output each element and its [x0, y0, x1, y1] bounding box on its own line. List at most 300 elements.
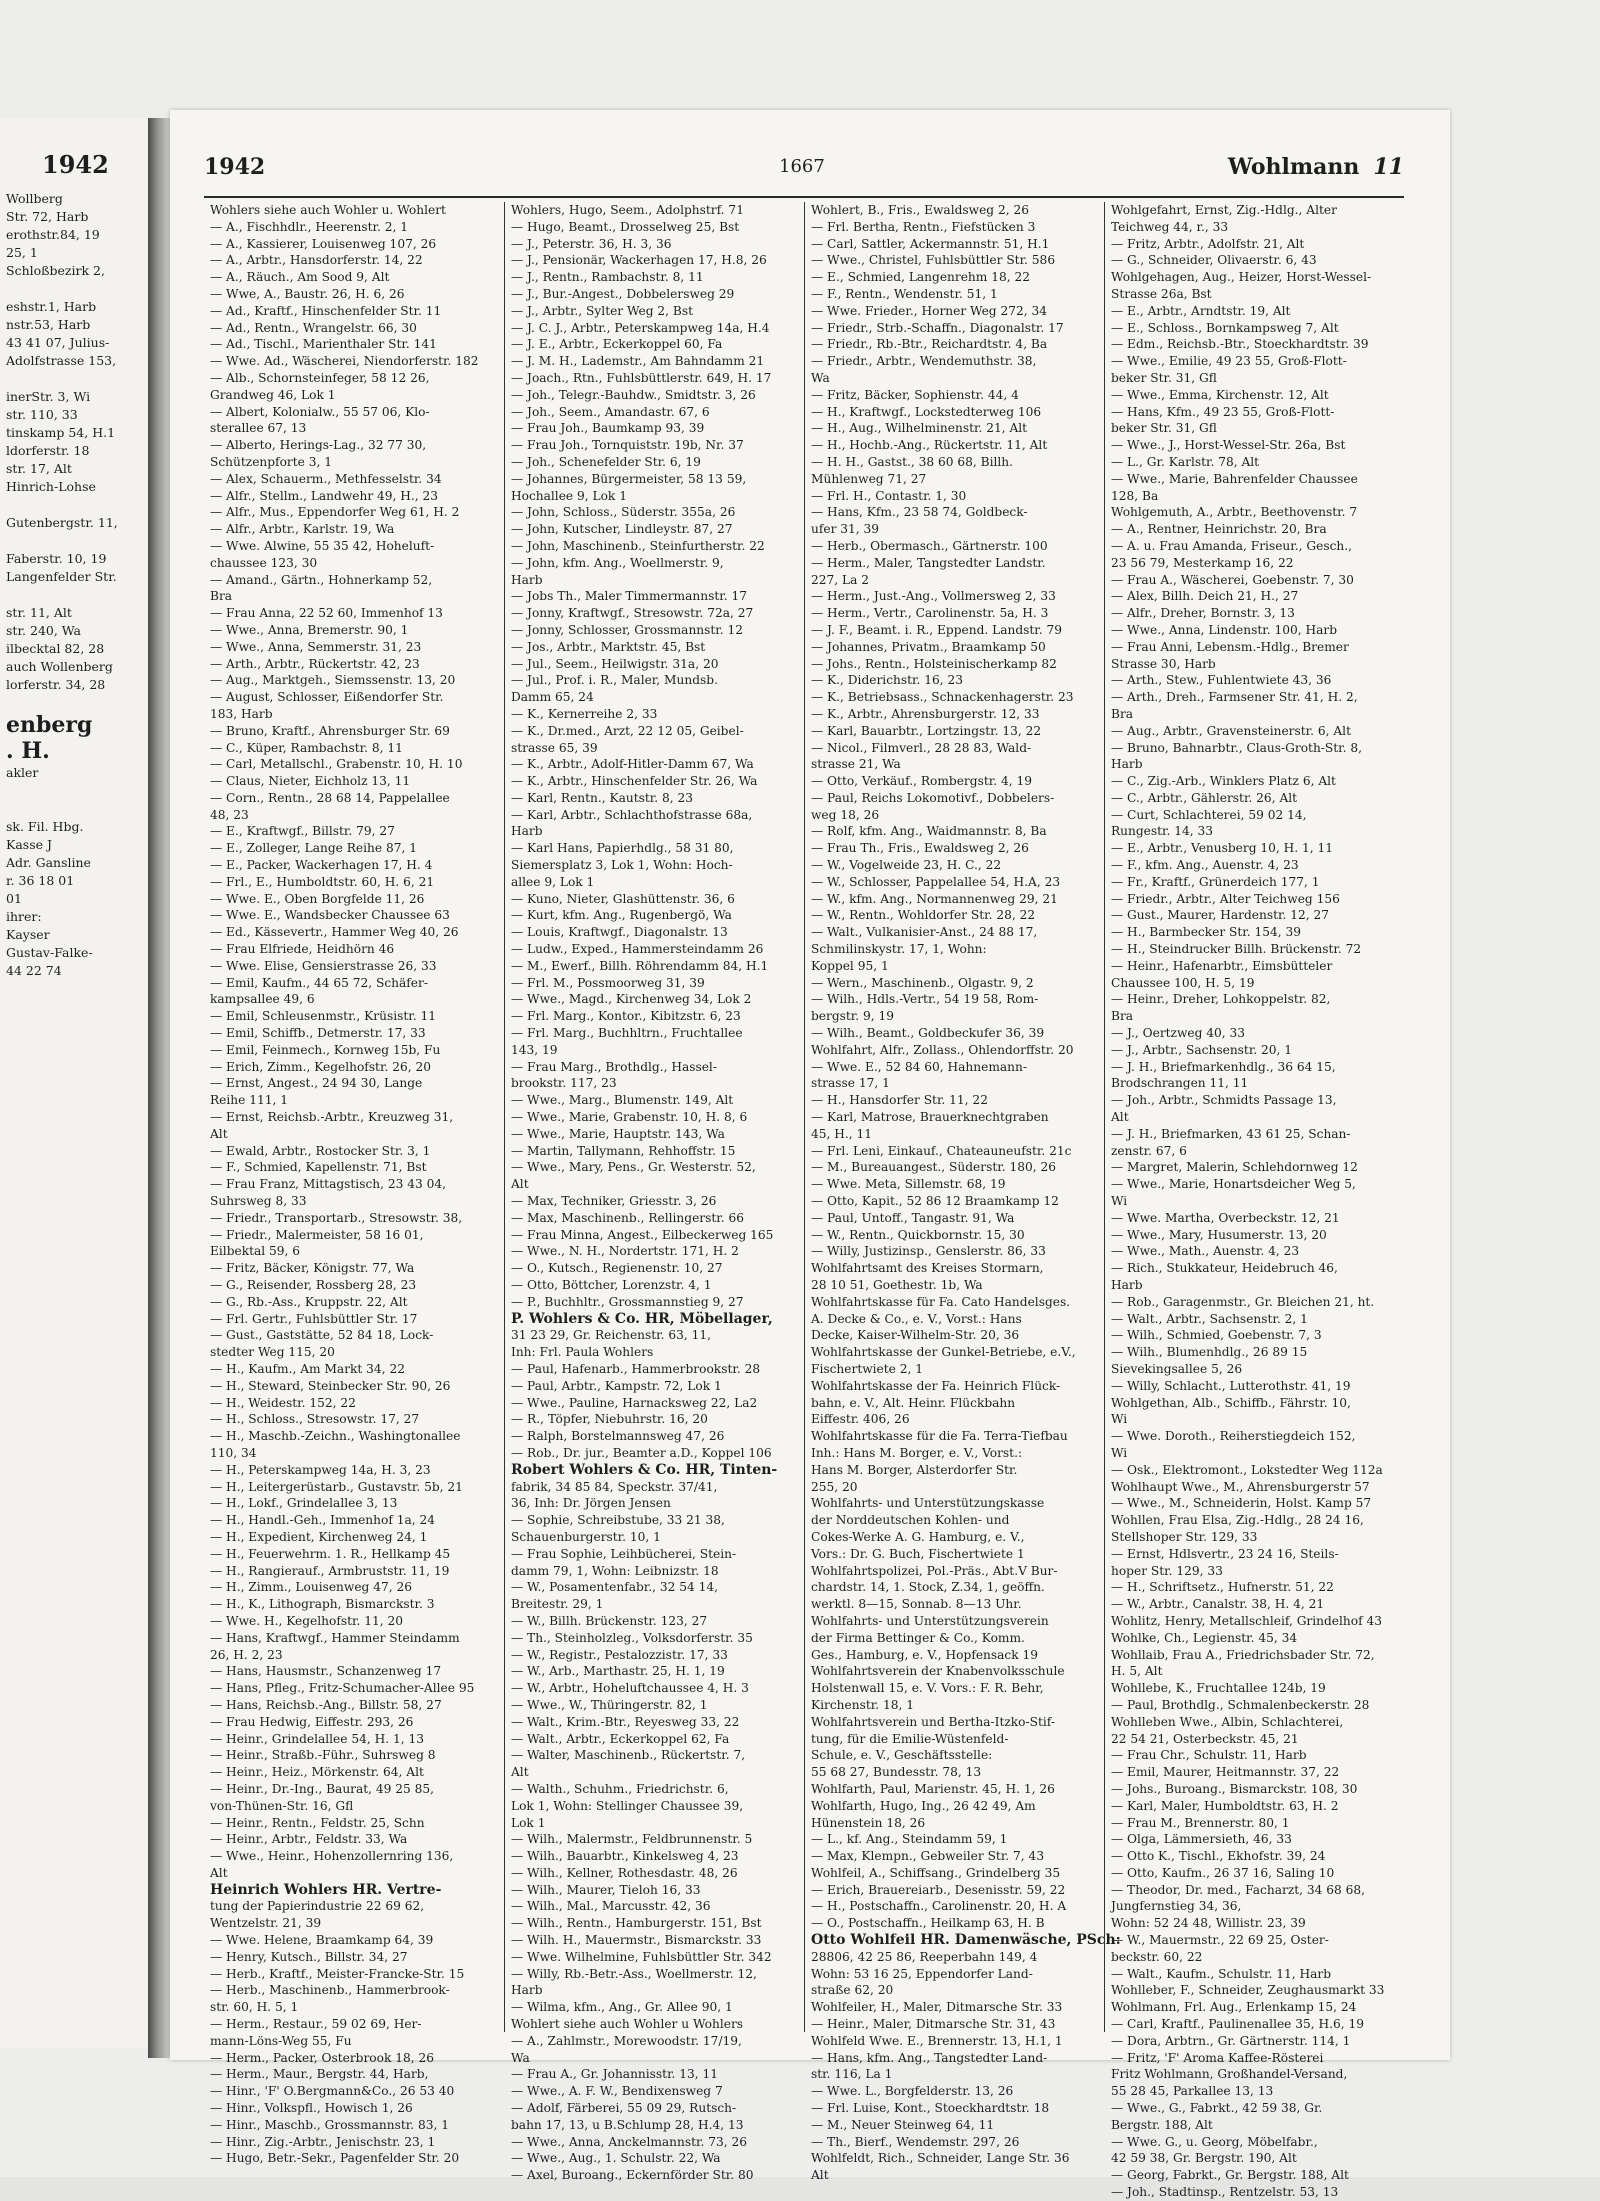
directory-entry: — Wwe., Anna, Bremerstr. 90, 1: [210, 622, 409, 637]
previous-page-line: Gustav-Falke-: [6, 945, 93, 960]
directory-entry: — H., Schloss., Stresowstr. 17, 27: [210, 1412, 420, 1427]
directory-entry: — Fritz, Arbtr., Adolfstr. 21, Alt: [1111, 236, 1305, 251]
directory-entry: — Joh., Schenefelder Str. 6, 19: [511, 454, 701, 469]
directory-entry: — Wilh., Beamt., Goldbeckufer 36, 39: [811, 1026, 1045, 1041]
directory-entry: — Hans, Kfm., 49 23 55, Groß-Flott-: [1111, 404, 1335, 419]
directory-entry: — Wwe, A., Baustr. 26, H. 6, 26: [210, 286, 405, 301]
directory-entry: — Wwe., Anna, Semmerstr. 31, 23: [210, 639, 422, 654]
directory-entry: — H., Hochb.-Ang., Rückertstr. 11, Alt: [811, 438, 1048, 453]
directory-entry: — J., Arbtr., Sylter Weg 2, Bst: [511, 303, 694, 318]
previous-page-line: [6, 496, 118, 514]
previous-page-line: str. 11, Alt: [6, 605, 72, 620]
directory-entry: — Wwe., Marie, Honartsdeicher Weg 5,: [1111, 1177, 1356, 1192]
directory-entry: — Paul, Arbtr., Kampstr. 72, Lok 1: [511, 1378, 722, 1393]
directory-entry: — H., Expedient, Kirchenweg 24, 1: [210, 1529, 428, 1544]
directory-entry: — H., Zimm., Louisenweg 47, 26: [210, 1580, 412, 1595]
directory-entry: — Jul., Prof. i. R., Maler, Mundsb.: [511, 673, 718, 688]
previous-page-line: Langenfelder Str.: [6, 569, 117, 584]
directory-entry: — Hugo, Betr.-Sekr., Pagenfelder Str. 20: [210, 2151, 460, 2166]
previous-page-line: ilbecktal 82, 28: [6, 641, 105, 656]
directory-entry: — Wwe., Mary, Pens., Gr. Westerstr. 52,: [511, 1160, 756, 1175]
directory-entry: — K., Kernerreihe 2, 33: [511, 706, 658, 721]
directory-entry: — H., K., Lithograph, Bismarckstr. 3: [210, 1597, 435, 1612]
directory-entry: — Wern., Maschinenb., Olgastr. 9, 2: [811, 975, 1034, 990]
previous-page-line: str. 110, 33: [6, 407, 78, 422]
directory-entry: — C., Küper, Rambachstr. 8, 11: [210, 740, 403, 755]
column-3: [804, 202, 1121, 2183]
directory-entry: Wohlfahrtskasse für Fa. Cato Handelsges.: [811, 1294, 1071, 1309]
directory-entry: strasse 17, 1: [811, 1076, 890, 1091]
directory-entry: — Herm., Vertr., Carolinenstr. 5a, H. 3: [811, 606, 1049, 621]
directory-entry: — H. H., Gastst., 38 60 68, Billh.: [811, 454, 1014, 469]
directory-entry: — Aug., Marktgeh., Siemssenstr. 13, 20: [210, 673, 456, 688]
directory-entry: fabrik, 34 85 84, Speckstr. 37/41,: [511, 1479, 718, 1494]
previous-page-line: str. 17, Alt: [6, 461, 72, 476]
directory-entry: — J., Oertzweg 40, 33: [1111, 1026, 1246, 1041]
previous-page-line: [6, 800, 118, 818]
directory-entry: — Ewald, Arbtr., Rostocker Str. 3, 1: [210, 1143, 431, 1158]
directory-entry: — Axel, Buroang., Eckernförder Str. 80: [511, 2168, 754, 2183]
directory-entry: — H., Weidestr. 152, 22: [210, 1395, 356, 1410]
directory-entry: — Paul, Brothdlg., Schmalenbeckerstr. 28: [1111, 1697, 1370, 1712]
directory-entry: Bra: [210, 589, 233, 604]
directory-entry: — Ernst, Angest., 24 94 30, Lange: [210, 1076, 423, 1091]
directory-entry: Hünenstein 18, 26: [811, 1815, 926, 1830]
directory-entry: — H., Postschaffn., Carolinenstr. 20, H. A: [811, 1899, 1067, 1914]
directory-entry: — Frau Sophie, Leihbücherei, Stein-: [511, 1546, 737, 1561]
directory-entry: — Wwe., Emilie, 49 23 55, Groß-Flott-: [1111, 354, 1347, 369]
directory-entry: bahn 17, 13, u B.Schlump 28, H.4, 13: [511, 2117, 744, 2132]
header-year: 1942: [204, 154, 266, 180]
previous-page-line: Adr. Gansline: [6, 855, 91, 870]
directory-entry: Suhrsweg 8, 33: [210, 1194, 307, 1209]
directory-entry: Damm 65, 24: [511, 690, 594, 705]
column-4: [1104, 202, 1404, 2200]
directory-entry: — Osk., Elektromont., Lokstedter Weg 112a: [1111, 1462, 1383, 1477]
directory-entry: — Walt., Krim.-Btr., Reyesweg 33, 22: [511, 1714, 740, 1729]
directory-entry: — Gust., Gaststätte, 52 84 18, Lock-: [210, 1328, 434, 1343]
directory-entry: — Frl. Gertr., Fuhlsbüttler Str. 17: [210, 1311, 418, 1326]
directory-entry: 183, Harb: [210, 706, 273, 721]
directory-entry: Wohlfahrtskasse der Gunkel-Betriebe, e.V.,: [811, 1345, 1076, 1360]
directory-entry: — J., Pensionär, Wackerhagen 17, H.8, 26: [511, 253, 767, 268]
directory-entry: — H., Steindrucker Billh. Brückenstr. 72: [1111, 942, 1362, 957]
previous-page-line: . H.: [6, 738, 50, 764]
directory-entry: — W., Posamentenfabr., 32 54 14,: [511, 1580, 719, 1595]
directory-entry: — A., Kassierer, Louisenweg 107, 26: [210, 236, 437, 251]
previous-page-line: 43 41 07, Julius-: [6, 335, 110, 350]
previous-page-line: Adolfstrasse 153,: [6, 353, 117, 368]
directory-entry: — Heinr., Maler, Ditmarsche Str. 31, 43: [811, 2017, 1056, 2032]
directory-entry: — Walt., Arbtr., Eckerkoppel 62, Fa: [511, 1731, 730, 1746]
directory-entry: — Wilh., Hdls.-Vertr., 54 19 58, Rom-: [811, 992, 1039, 1007]
column-2: [504, 202, 804, 2183]
directory-entry: Hochallee 9, Lok 1: [511, 488, 627, 503]
directory-entry: — Claus, Nieter, Eichholz 13, 11: [210, 774, 411, 789]
directory-columns: [204, 202, 1404, 2200]
directory-entry: — Heinr., Heiz., Mörkenstr. 64, Alt: [210, 1765, 424, 1780]
directory-entry: Koppel 95, 1: [811, 958, 889, 973]
directory-entry: Schmilinskystr. 17, 1, Wohn:: [811, 942, 987, 957]
directory-entry: — K., Diderichstr. 16, 23: [811, 673, 964, 688]
directory-entry: der Firma Bettinger & Co., Komm.: [811, 1630, 1025, 1645]
directory-entry: der Norddeutschen Kohlen- und: [811, 1513, 1010, 1528]
directory-entry: — Heinr., Arbtr., Feldstr. 33, Wa: [210, 1832, 408, 1847]
directory-entry: — E., Packer, Wackerhagen 17, H. 4: [210, 858, 433, 873]
directory-entry: — Herm., Just.-Ang., Vollmersweg 2, 33: [811, 589, 1056, 604]
directory-entry: kampsallee 49, 6: [210, 992, 315, 1007]
directory-entry: — Ludw., Exped., Hammersteindamm 26: [511, 942, 764, 957]
directory-entry: — K., Arbtr., Hinschenfelder Str. 26, Wa: [511, 774, 758, 789]
directory-entry: — Jonny, Schlosser, Grossmannstr. 12: [511, 622, 744, 637]
directory-entry: — Fritz, 'F' Aroma Kaffee-Rösterei: [1111, 2050, 1324, 2065]
directory-entry: — Carl, Metallschl., Grabenstr. 10, H. 10: [210, 757, 463, 772]
directory-entry: — Walt., Arbtr., Sachsenstr. 2, 1: [1111, 1311, 1308, 1326]
directory-entry: 26, H. 2, 23: [210, 1647, 283, 1662]
previous-page-line: 44 22 74: [6, 963, 62, 978]
directory-entry: — M., Neuer Steinweg 64, 11: [811, 2117, 995, 2132]
directory-entry: — Johannes, Privatm., Braamkamp 50: [811, 639, 1046, 654]
directory-entry: — E., Arbtr., Arndtstr. 19, Alt: [1111, 303, 1291, 318]
directory-entry: — Alberto, Herings-Lag., 32 77 30,: [210, 438, 427, 453]
directory-entry: — L., kf. Ang., Steindamm 59, 1: [811, 1832, 1008, 1847]
directory-entry: — Wwe., Marie, Bahrenfelder Chaussee: [1111, 471, 1358, 486]
directory-entry: Chaussee 100, H. 5, 19: [1111, 975, 1255, 990]
previous-page-line: erothstr.84, 19: [6, 227, 100, 242]
directory-entry: — M., Ewerf., Billh. Röhrendamm 84, H.1: [511, 958, 769, 973]
directory-entry: — Johs., Buroang., Bismarckstr. 108, 30: [1111, 1781, 1358, 1796]
directory-entry: — A., Zahlmstr., Morewoodstr. 17/19,: [511, 2033, 742, 2048]
directory-entry: — August, Schlosser, Eißendorfer Str.: [210, 690, 444, 705]
directory-entry: Alt: [511, 1765, 529, 1780]
directory-entry: — J., Arbtr., Sachsenstr. 20, 1: [1111, 1042, 1293, 1057]
directory-entry: — Max, Techniker, Griesstr. 3, 26: [511, 1194, 717, 1209]
directory-entry: — H., Kraftwgf., Lockstedterweg 106: [811, 404, 1042, 419]
directory-entry: — Heinr., Grindelallee 54, H. 1, 13: [210, 1731, 424, 1746]
directory-entry: — Wilh., Bauarbtr., Kinkelsweg 4, 23: [511, 1849, 739, 1864]
directory-entry: 42 59 38, Gr. Bergstr. 190, Alt: [1111, 2151, 1297, 2166]
directory-entry: werktl. 8—15, Sonnab. 8—13 Uhr.: [811, 1597, 1022, 1612]
directory-entry: — Wilh. H., Mauermstr., Bismarckstr. 33: [511, 1933, 762, 1948]
directory-entry: ufer 31, 39: [811, 522, 880, 537]
directory-entry: — H., Rangierauf., Armbruststr. 11, 19: [210, 1563, 450, 1578]
directory-entry: — Carl, Sattler, Ackermannstr. 51, H.1: [811, 236, 1050, 251]
directory-entry: beker Str. 31, Gfl: [1111, 370, 1217, 385]
directory-entry: — Paul, Reichs Lokomotivf., Dobbelers-: [811, 790, 1055, 805]
directory-entry: — W., Mauermstr., 22 69 25, Oster-: [1111, 1933, 1329, 1948]
previous-page-line: [6, 782, 118, 800]
directory-entry: — Wwe., J., Horst-Wessel-Str. 26a, Bst: [1111, 438, 1346, 453]
directory-entry: — G., Reisender, Rossberg 28, 23: [210, 1278, 417, 1292]
directory-entry: — Wwe., W., Thüringerstr. 82, 1: [511, 1697, 708, 1712]
directory-entry: — Wilh., Mal., Marcusstr. 42, 36: [511, 1899, 711, 1914]
directory-entry: — Joh., Stadtinsp., Rentzelstr. 53, 13: [1111, 2185, 1339, 2200]
directory-entry: — Jonny, Kraftwgf., Stresowstr. 72a, 27: [511, 606, 754, 621]
previous-page-line: akler: [6, 765, 39, 780]
directory-entry: — Aug., Arbtr., Gravensteinerstr. 6, Alt: [1111, 723, 1351, 738]
directory-entry: 128, Ba: [1111, 488, 1159, 503]
directory-entry: Fritz Wohlmann, Großhandel-Versand,: [1111, 2067, 1348, 2082]
directory-entry: Vors.: Dr. G. Buch, Fischertwiete 1: [811, 1546, 1025, 1561]
directory-entry: — Rob., Garagenmstr., Gr. Bleichen 21, ht.: [1111, 1294, 1375, 1309]
previous-page-line: [6, 370, 118, 388]
directory-entry: — Louis, Kraftwgf., Diagonalstr. 13: [511, 925, 728, 940]
directory-entry: — L., Gr. Karlstr. 78, Alt: [1111, 454, 1260, 469]
directory-entry: — Frau A., Wäscherei, Goebenstr. 7, 30: [1111, 572, 1354, 587]
directory-entry: — Frl. H., Contastr. 1, 30: [811, 488, 967, 503]
directory-entry: — Wwe. G., u. Georg, Möbelfabr.,: [1111, 2134, 1318, 2149]
directory-entry: Alt: [210, 1126, 228, 1141]
directory-entry: — Hans, Kraftwgf., Hammer Steindamm: [210, 1630, 460, 1645]
directory-entry: — John, Maschinenb., Steinfurtherstr. 22: [511, 538, 765, 553]
previous-page-line: inerStr. 3, Wi: [6, 389, 91, 404]
directory-entry: — Emil, Feinmech., Kornweg 15b, Fu: [210, 1042, 441, 1057]
directory-entry: tung, für die Emilie-Wüstenfeld-: [811, 1731, 1009, 1746]
directory-entry: — Heinr., Straßb.-Führ., Suhrsweg 8: [210, 1748, 436, 1763]
directory-entry: — Wwe., Pauline, Harnacksweg 22, La2: [511, 1395, 758, 1410]
previous-page-line: Hinrich-Lohse: [6, 479, 96, 494]
directory-entry: Wohlke, Ch., Legienstr. 45, 34: [1111, 1630, 1298, 1645]
directory-entry: — Wwe. Helene, Braamkamp 64, 39: [210, 1933, 434, 1948]
directory-entry: — O., Postschaffn., Heilkamp 63, H. B: [811, 1916, 1045, 1931]
directory-entry: — Wwe., A. F. W., Bendixensweg 7: [511, 2084, 723, 2099]
directory-entry: — K., Arbtr., Adolf-Hitler-Damm 67, Wa: [511, 757, 754, 772]
directory-entry: Wohlfeld Wwe. E., Brennerstr. 13, H.1, 1: [811, 2033, 1063, 2048]
directory-entry: — Hans, Hausmstr., Schanzenweg 17: [210, 1664, 442, 1679]
directory-entry: — Karl, Rentn., Kautstr. 8, 23: [511, 790, 694, 805]
directory-entry: — K., Dr.med., Arzt, 22 12 05, Geibel-: [511, 723, 744, 738]
directory-entry: Schule, e. V., Geschäftsstelle:: [811, 1748, 993, 1763]
directory-entry: Harb: [511, 572, 543, 587]
directory-entry: Wohlleber, F., Schneider, Zeughausmarkt 33: [1111, 1983, 1385, 1998]
directory-entry: — John, kfm. Ang., Woellmerstr. 9,: [511, 555, 724, 570]
directory-entry: — Frau Chr., Schulstr. 11, Harb: [1111, 1748, 1307, 1763]
header-name-text: Wohlmann: [1227, 154, 1360, 180]
directory-entry: — Wwe., Marie, Hauptstr. 143, Wa: [511, 1126, 725, 1141]
directory-entry: — Hinr., 'F' O.Bergmann&Co., 26 53 40: [210, 2084, 455, 2099]
directory-entry: — H., Feuerwehrm. 1. R., Hellkamp 45: [210, 1546, 451, 1561]
directory-entry: — Hans, Reichsb.-Ang., Billstr. 58, 27: [210, 1697, 442, 1712]
directory-entry: — Jul., Seem., Heilwigstr. 31a, 20: [511, 656, 719, 671]
directory-entry: — J. H., Briefmarken, 43 61 25, Schan-: [1111, 1126, 1351, 1141]
directory-entry: — Arth., Dreh., Farmsener Str. 41, H. 2,: [1111, 690, 1358, 705]
directory-entry: Wohlfahrtsamt des Kreises Stormarn,: [811, 1261, 1044, 1276]
directory-entry: — Frau Anna, 22 52 60, Immenhof 13: [210, 606, 443, 621]
directory-entry: — J., Bur.-Angest., Dobbelersweg 29: [511, 286, 735, 301]
directory-entry: — C., Arbtr., Gählerstr. 26, Alt: [1111, 790, 1298, 805]
directory-entry: — H., Hansdorfer Str. 11, 22: [811, 1093, 988, 1108]
directory-entry: — John, Kutscher, Lindleystr. 87, 27: [511, 522, 733, 537]
directory-entry: — Th., Steinholzleg., Volksdorferstr. 35: [511, 1630, 753, 1645]
directory-entry: — Alfr., Mus., Eppendorfer Weg 61, H. 2: [210, 505, 460, 520]
directory-entry: — Alfr., Dreher, Bornstr. 3, 13: [1111, 606, 1295, 621]
directory-entry: — Friedr., Arbtr., Wendemuthstr. 38,: [811, 354, 1037, 369]
directory-entry: Wohlgefahrt, Ernst, Zig.-Hdlg., Alter: [1111, 203, 1337, 217]
directory-entry: Strasse 26a, Bst: [1111, 286, 1212, 301]
directory-entry: — Jos., Arbtr., Marktstr. 45, Bst: [511, 639, 706, 654]
directory-entry: — Friedr., Malermeister, 58 16 01,: [210, 1227, 424, 1242]
directory-entry: Ges., Hamburg, e. V., Hopfensack 19: [811, 1647, 1039, 1662]
directory-entry: — R., Töpfer, Niebuhrstr. 16, 20: [511, 1412, 708, 1427]
directory-entry: — J. E., Arbtr., Eckerkoppel 60, Fa: [511, 337, 723, 352]
directory-entry: hoper Str. 129, 33: [1111, 1563, 1223, 1578]
directory-entry: — A., Räuch., Am Sood 9, Alt: [210, 270, 390, 285]
directory-entry: Wohlfahrt, Alfr., Zollass., Ohlendorffstr. 20: [811, 1042, 1074, 1057]
directory-entry: — Walter, Maschinenb., Rückertstr. 7,: [511, 1748, 746, 1763]
directory-entry: — J. C. J., Arbtr., Peterskampweg 14a, H.4: [511, 320, 770, 335]
directory-entry: 55 68 27, Bundesstr. 78, 13: [811, 1765, 982, 1780]
directory-entry: Wentzelstr. 21, 39: [210, 1916, 322, 1931]
directory-entry: — Ad., Rentn., Wrangelstr. 66, 30: [210, 320, 417, 335]
directory-entry: — Corn., Rentn., 28 68 14, Pappelallee: [210, 790, 450, 805]
directory-entry: Wohn: 52 24 48, Willistr. 23, 39: [1111, 1916, 1306, 1931]
directory-entry: — Wwe. L., Borgfelderstr. 13, 26: [811, 2084, 1014, 2099]
directory-entry: — Frau Joh., Baumkamp 93, 39: [511, 421, 705, 436]
directory-entry: — H., Schriftsetz., Hufnerstr. 51, 22: [1111, 1580, 1334, 1595]
directory-entry: — Arth., Stew., Fuhlentwiete 43, 36: [1111, 673, 1332, 688]
directory-entry: — Frau Minna, Angest., Eilbeckerweg 165: [511, 1227, 774, 1242]
directory-entry: — W., Arbtr., Hoheluftchaussee 4, H. 3: [511, 1681, 749, 1696]
directory-entry: — Ralph, Borstelmannsweg 47, 26: [511, 1429, 725, 1444]
directory-entry: Kirchenstr. 18, 1: [811, 1697, 914, 1712]
directory-entry: Wohllebe, K., Fruchtallee 124b, 19: [1111, 1681, 1326, 1696]
page-header: [204, 154, 1404, 192]
directory-entry: Wohn: 53 16 25, Eppendorfer Land-: [811, 1966, 1033, 1981]
directory-entry: — Frl. Marg., Buchhltrn., Fruchtallee: [511, 1026, 743, 1041]
directory-entry: 28 10 51, Goethestr. 1b, Wa: [811, 1278, 983, 1292]
book-gutter: [148, 118, 170, 2058]
directory-entry: — Wwe. E., Wandsbecker Chaussee 63: [210, 908, 450, 923]
directory-entry: — Otto, Kapit., 52 86 12 Braamkamp 12: [811, 1194, 1059, 1209]
directory-entry: Wohllaib, Frau A., Friedrichsbader Str. 72,: [1111, 1647, 1375, 1662]
directory-entry: — Herm., Restaur., 59 02 69, Her-: [210, 2017, 422, 2032]
directory-entry: — Wwe., Aug., 1. Schulstr. 22, Wa: [511, 2151, 721, 2166]
directory-entry: — E., Zolleger, Lange Reihe 87, 1: [210, 841, 417, 856]
directory-entry: — Emil, Maurer, Heitmannstr. 37, 22: [1111, 1765, 1340, 1780]
directory-entry: Harb: [1111, 757, 1143, 772]
directory-entry: Bra: [1111, 706, 1134, 721]
directory-entry: — Kuno, Nieter, Glashüttenstr. 36, 6: [511, 891, 735, 906]
directory-entry: — Hugo, Beamt., Drosselweg 25, Bst: [511, 219, 740, 234]
directory-entry: Wohlleben Wwe., Albin, Schlachterei,: [1111, 1714, 1344, 1729]
directory-entry: — Herm., Maler, Tangstedter Landstr.: [811, 555, 1046, 570]
directory-entry: — Karl, Matrose, Brauerknechtgraben: [811, 1110, 1049, 1125]
directory-entry: — Wwe., Magd., Kirchenweg 34, Lok 2: [511, 992, 752, 1007]
directory-entry: — A., Arbtr., Hansdorferstr. 14, 22: [210, 253, 423, 268]
directory-entry: — Bruno, Bahnarbtr., Claus-Groth-Str. 8,: [1111, 740, 1363, 755]
directory-entry: Wa: [811, 370, 830, 385]
previous-page-line: lorferstr. 34, 28: [6, 677, 106, 692]
previous-page-fragment: [0, 118, 148, 2048]
directory-entry: — Alb., Schornsteinfeger, 58 12 26,: [210, 370, 430, 385]
directory-entry: — Nicol., Filmverl., 28 28 83, Wald-: [811, 740, 1032, 755]
directory-entry: — Frau Hedwig, Eiffestr. 293, 26: [210, 1714, 414, 1729]
directory-entry: Wohlfeldt, Rich., Schneider, Lange Str. 36: [811, 2151, 1070, 2166]
directory-entry: — Herb., Obermasch., Gärtnerstr. 100: [811, 538, 1048, 553]
directory-entry: — Johannes, Bürgermeister, 58 13 59,: [511, 471, 747, 486]
directory-entry: — Margret, Malerin, Schlehdornweg 12: [1111, 1160, 1358, 1175]
previous-page-line: Faberstr. 10, 19: [6, 551, 107, 566]
directory-entry: — Arth., Arbtr., Rückertstr. 42, 23: [210, 656, 420, 671]
directory-entry: Holstenwall 15, e. V. Vors.: F. R. Behr,: [811, 1681, 1044, 1696]
directory-entry: tung der Papierindustrie 22 69 62,: [210, 1899, 425, 1914]
directory-entry: 23 56 79, Mesterkamp 16, 22: [1111, 555, 1294, 570]
directory-entry: Robert Wohlers & Co. HR, Tinten-: [511, 1461, 778, 1478]
directory-entry: — Wwe., Mary, Husumerstr. 13, 20: [1111, 1227, 1327, 1242]
directory-entry: Wohlfahrtskasse der Fa. Heinrich Flück-: [811, 1378, 1061, 1393]
directory-entry: — Karl, Bauarbtr., Lortzingstr. 13, 22: [811, 723, 1042, 738]
directory-entry: — Frl. Bertha, Rentn., Fiefstücken 3: [811, 219, 1036, 234]
directory-entry: — W., Arb., Marthastr. 25, H. 1, 19: [511, 1664, 725, 1679]
previous-page-line: eshstr.1, Harb: [6, 299, 97, 314]
directory-entry: allee 9, Lok 1: [511, 874, 595, 889]
directory-entry: — Wwe. Elise, Gensierstrasse 26, 33: [210, 958, 437, 973]
directory-entry: — K., Arbtr., Ahrensburgerstr. 12, 33: [811, 706, 1040, 721]
directory-entry: Decke, Kaiser-Wilhelm-Str. 20, 36: [811, 1328, 1020, 1343]
directory-entry: Stellshoper Str. 129, 33: [1111, 1529, 1258, 1544]
directory-entry: — W., kfm. Ang., Normannenweg 29, 21: [811, 891, 1058, 906]
directory-entry: 110, 34: [210, 1445, 257, 1460]
directory-entry: 255, 20: [811, 1479, 858, 1494]
directory-entry: — Willy, Rb.-Betr.-Ass., Woellmerstr. 12,: [511, 1966, 757, 1981]
directory-entry: — Wwe., Heinr., Hohenzollernring 136,: [210, 1849, 454, 1864]
directory-entry: chaussee 123, 30: [210, 555, 318, 570]
directory-entry: — Rich., Stukkateur, Heidebruch 46,: [1111, 1261, 1338, 1276]
directory-entry: — Wwe., Emma, Kirchenstr. 12, Alt: [1111, 387, 1329, 402]
directory-entry: — Herm., Maur., Bergstr. 44, Harb,: [210, 2067, 429, 2082]
directory-entry: — Wwe. Frieder., Horner Weg 272, 34: [811, 303, 1047, 318]
previous-page-line: Schloßbezirk 2,: [6, 263, 105, 278]
column-1: [204, 202, 504, 2166]
directory-entry: — Jobs Th., Maler Timmermannstr. 17: [511, 589, 747, 604]
directory-entry: Breitestr. 29, 1: [511, 1597, 604, 1612]
directory-entry: — Frl. Luise, Kont., Stoeckhardtstr. 18: [811, 2101, 1050, 2116]
directory-entry: — Ad., Tischl., Marienthaler Str. 141: [210, 337, 437, 352]
directory-entry: — Wwe., G., Fabrkt., 42 59 38, Gr.: [1111, 2101, 1323, 2116]
directory-entry: Bergstr. 188, Alt: [1111, 2117, 1213, 2132]
directory-entry: Grandweg 46, Lok 1: [210, 387, 336, 402]
directory-entry: Alt: [1111, 1110, 1129, 1125]
previous-page-year: 1942: [42, 150, 109, 179]
directory-entry: — Bruno, Kraftf., Ahrensburger Str. 69: [210, 723, 450, 738]
directory-entry: Wohlfarth, Hugo, Ing., 26 42 49, Am: [811, 1798, 1036, 1813]
header-rule: [204, 196, 1404, 198]
directory-entry: — Walth., Schuhm., Friedrichstr. 6,: [511, 1781, 729, 1796]
directory-entry: — Frl. Leni, Einkauf., Chateauneufstr. 21c: [811, 1143, 1072, 1158]
directory-entry: — Curt, Schlachterei, 59 02 14,: [1111, 807, 1307, 822]
directory-entry: — Heinr., Dr.-Ing., Baurat, 49 25 85,: [210, 1781, 435, 1796]
directory-entry: — Wwe. H., Kegelhofstr. 11, 20: [210, 1613, 403, 1628]
directory-entry: Reihe 111, 1: [210, 1093, 288, 1108]
directory-entry: — Wilh., Kellner, Rothesdastr. 48, 26: [511, 1865, 738, 1880]
previous-page-line: sk. Fil. Hbg.: [6, 819, 84, 834]
directory-entry: Wi: [1111, 1194, 1128, 1209]
directory-entry: — Willy, Justizinsp., Genslerstr. 86, 33: [811, 1244, 1046, 1259]
directory-entry: — Th., Bierf., Wendemstr. 297, 26: [811, 2134, 1020, 2149]
directory-entry: — Rob., Dr. jur., Beamter a.D., Koppel 106: [511, 1445, 772, 1460]
directory-entry: — Hinr., Maschb., Grossmannstr. 83, 1: [210, 2117, 449, 2132]
directory-entry: — Joh., Telegr.-Bauhdw., Smidtstr. 3, 26: [511, 387, 756, 402]
directory-entry: H. 5, Alt: [1111, 1664, 1163, 1679]
directory-entry: Wi: [1111, 1412, 1128, 1427]
directory-entry: — W., Vogelweide 23, H. C., 22: [811, 858, 1002, 873]
directory-entry: mann-Löns-Weg 55, Fu: [210, 2033, 352, 2048]
directory-entry: — J. H., Briefmarkenhdlg., 36 64 15,: [1111, 1059, 1336, 1074]
directory-entry: — Alfr., Arbtr., Karlstr. 19, Wa: [210, 522, 395, 537]
directory-entry: 143, 19: [511, 1042, 558, 1057]
directory-entry: — Wilh., Malermstr., Feldbrunnenstr. 5: [511, 1832, 753, 1847]
directory-entry: Wohlgehagen, Aug., Heizer, Horst-Wessel-: [1111, 270, 1372, 285]
